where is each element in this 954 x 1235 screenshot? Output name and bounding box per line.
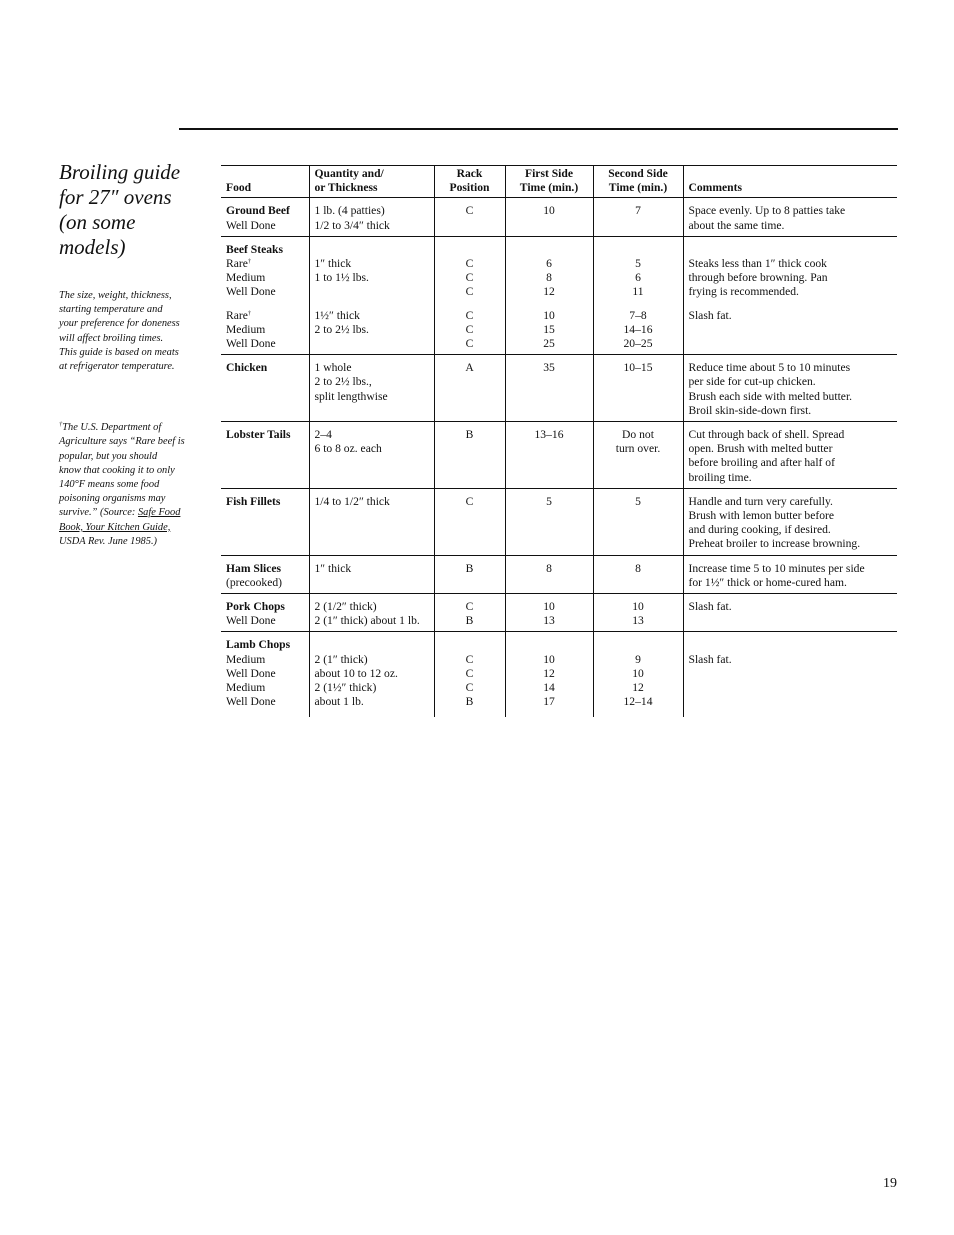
food-name: Lamb Chops	[226, 638, 291, 652]
second-side-cell: 10–15	[593, 355, 683, 422]
dagger-mark: †	[59, 421, 63, 429]
header-quantity: Quantity and/ or Thickness	[309, 166, 434, 198]
title-line: for 27″ ovens	[59, 185, 172, 209]
food-cell: Ground Beef Well Done	[221, 198, 309, 236]
food-cell: Lamb Chops Medium Well Done Medium Well Done	[221, 632, 309, 717]
table-row	[221, 236, 897, 354]
title-line: (on some	[59, 210, 136, 234]
rack-cell: A	[434, 355, 505, 422]
food-name: Pork Chops	[226, 600, 285, 614]
comments-cell: Space evenly. Up to 8 patties take about the same time.	[683, 198, 897, 236]
table-row	[221, 198, 897, 236]
quantity-cell: 1 whole 2 to 2½ lbs., split lengthwise	[309, 355, 434, 422]
quantity-cell: 1″ thick	[309, 555, 434, 593]
rack-cell: C B	[434, 594, 505, 632]
first-side-cell: 8	[505, 555, 593, 593]
comments-cell: Cut through back of shell. Spread open. Brush with melted butter before broiling and after half of broiling time.	[683, 422, 897, 489]
comments-cell: Increase time 5 to 10 minutes per side for 1½″ thick or home-cured ham.	[683, 555, 897, 593]
second-side-cell: 5 6 11 7–8 14–16 20–25	[593, 236, 683, 354]
food-cell: Pork Chops Well Done	[221, 594, 309, 632]
table-row	[221, 555, 897, 593]
comments-cell: Steaks less than 1″ thick cook through before browning. Pan frying is recommended. Slash fat.	[683, 236, 897, 354]
first-side-cell: 5	[505, 488, 593, 555]
note-line: The size, weight, thickness,	[59, 290, 172, 301]
table-row	[221, 355, 897, 422]
second-side-cell: 5	[593, 488, 683, 555]
food-cell: Beef Steaks Rare† Medium Well Done Rare† Medium Well Done	[221, 236, 309, 354]
table-row	[221, 422, 897, 489]
second-side-cell: 9 10 12 12–14	[593, 632, 683, 717]
broiling-table	[221, 165, 897, 717]
food-cell	[221, 488, 309, 555]
food-name: Chicken	[226, 361, 268, 375]
header-second-side-time: Second Side Time (min.)	[593, 166, 683, 198]
footnote-line: 140°F means some food	[59, 479, 160, 491]
page-number: 19	[883, 1176, 897, 1191]
note-line: at refrigerator temperature.	[59, 361, 175, 373]
footnote-line	[59, 521, 195, 535]
food-cell	[221, 355, 309, 422]
footnote-line: Agriculture says “Rare beef is	[59, 436, 185, 448]
quantity-cell: 2–4 6 to 8 oz. each	[309, 422, 434, 489]
footnote-line: know that cooking it to only	[59, 464, 175, 476]
title-line: Broiling guide	[59, 160, 181, 184]
second-side-cell: Do not turn over.	[593, 422, 683, 489]
source-title: Book, Your Kitchen Guide,	[59, 521, 171, 533]
first-side-cell: 10	[505, 198, 593, 236]
note-line: will affect broiling times.	[59, 332, 164, 344]
rack-cell: B	[434, 422, 505, 489]
food-cell	[221, 422, 309, 489]
footnote-line: poisoning organisms may	[59, 493, 166, 505]
quantity-cell: 2 (1″ thick) about 10 to 12 oz. 2 (1½″ thick) about 1 lb.	[309, 632, 434, 717]
table-row	[221, 632, 897, 717]
quantity-cell: 1″ thick 1 to 1½ lbs. 1½″ thick 2 to 2½ lbs.	[309, 236, 434, 354]
note-line: your preference for doneness	[59, 318, 180, 330]
top-rule	[179, 128, 898, 130]
rack-cell: C	[434, 488, 505, 555]
note-line: This guide is based on meats	[59, 346, 179, 358]
footnote-line: USDA Rev. June 1985.)	[59, 535, 158, 547]
note-line: starting temperature and	[59, 304, 163, 316]
first-side-cell: 6 8 12 10 15 25	[505, 236, 593, 354]
footnote-text: survive.” (Source:	[59, 507, 138, 519]
header-first-side-time: First Side Time (min.)	[505, 166, 593, 198]
second-side-cell: 7	[593, 198, 683, 236]
first-side-cell: 13–16	[505, 422, 593, 489]
source-title: Safe Food	[137, 507, 181, 519]
food-name: Beef Steaks	[226, 242, 283, 256]
first-side-cell: 35	[505, 355, 593, 422]
second-side-cell: 10 13	[593, 594, 683, 632]
food-name: Fish Fillets	[226, 494, 281, 508]
rack-cell: C C C C C C	[434, 236, 505, 354]
footnote-line	[59, 506, 195, 520]
table-row	[221, 594, 897, 632]
food-name: Ham Slices	[226, 561, 282, 575]
food-name: Lobster Tails	[226, 428, 291, 442]
table-header-row	[221, 166, 897, 198]
rack-cell: B	[434, 555, 505, 593]
footnote-line: popular, but you should	[59, 450, 158, 462]
comments-cell: Reduce time about 5 to 10 minutes per side for cut-up chicken. Brush each side with melted butter. Broil skin-side-down first.	[683, 355, 897, 422]
page-title	[59, 160, 195, 260]
rack-cell: C C C B	[434, 632, 505, 717]
quantity-cell: 2 (1/2″ thick) 2 (1″ thick) about 1 lb.	[309, 594, 434, 632]
title-line: models)	[59, 235, 126, 259]
header-food: Food	[221, 166, 309, 198]
intro-note	[59, 289, 195, 374]
dagger-mark: †	[247, 258, 252, 266]
header-comments: Comments	[683, 166, 897, 198]
second-side-cell: 8	[593, 555, 683, 593]
sidebar	[59, 160, 195, 549]
usda-footnote	[59, 421, 195, 549]
dagger-mark: †	[247, 309, 252, 317]
comments-cell: Handle and turn very carefully. Brush with lemon butter before and during cooking, if desired. Preheat broiler to increase browning.	[683, 488, 897, 555]
footnote-text: The U.S. Department of	[62, 422, 162, 434]
first-side-cell: 10 12 14 17	[505, 632, 593, 717]
first-side-cell: 10 13	[505, 594, 593, 632]
header-rack-position: Rack Position	[434, 166, 505, 198]
food-name: Ground Beef	[226, 204, 290, 218]
quantity-cell: 1/4 to 1/2″ thick	[309, 488, 434, 555]
food-cell: Ham Slices (precooked)	[221, 555, 309, 593]
comments-cell: Slash fat.	[683, 594, 897, 632]
comments-cell: Slash fat.	[683, 632, 897, 717]
rack-cell: C	[434, 198, 505, 236]
footnote-line	[59, 421, 195, 435]
table-row	[221, 488, 897, 555]
quantity-cell: 1 lb. (4 patties) 1/2 to 3/4″ thick	[309, 198, 434, 236]
